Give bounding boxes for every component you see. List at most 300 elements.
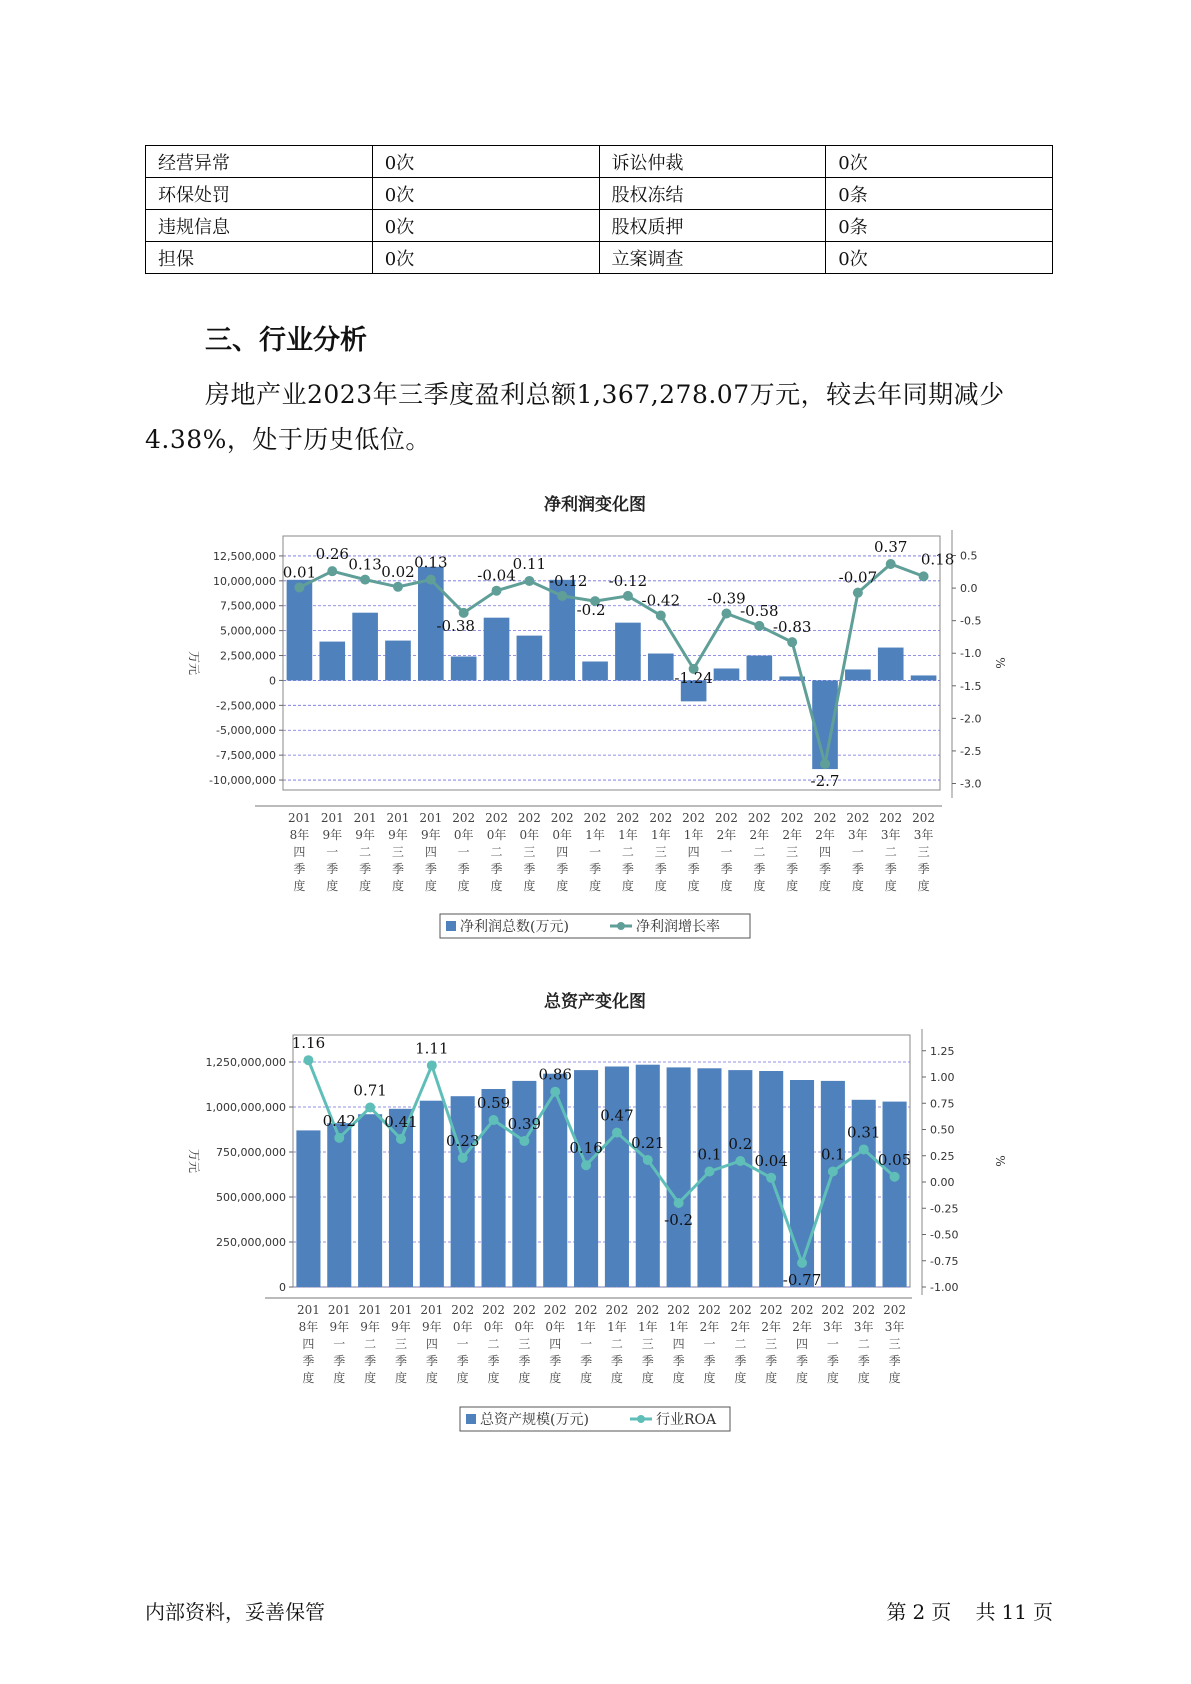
x-tick-label: 9年 [391,1320,411,1334]
x-tick-label: 3年 [913,828,934,842]
total-assets-chart [0,985,1191,1445]
x-tick-label: 202 [846,811,870,825]
bar [484,618,510,681]
y2-tick-label: -0.75 [930,1254,959,1268]
x-tick-label: 202 [517,811,541,825]
data-label: -0.12 [608,571,648,590]
risk-value: 0条 [826,210,1053,242]
x-tick-label: 季 [672,1354,685,1368]
series-point [393,582,403,592]
x-tick-label: 202 [583,811,607,825]
data-label: 0.37 [874,538,908,557]
data-label: -0.83 [772,618,812,637]
risk-label: 担保 [146,242,373,274]
chart-title: 总资产变化图 [544,992,646,1012]
x-tick-label: 2年 [815,828,835,842]
risk-label: 诉讼仲裁 [599,146,826,178]
x-tick-label: 202 [883,1303,907,1317]
x-tick-label: 度 [394,1371,407,1385]
x-tick-label: 1年 [618,828,638,842]
data-label: 0.2 [728,1135,753,1153]
x-tick-label: 度 [556,879,569,893]
y-tick-label: 2,500,000 [220,649,276,663]
y2-tick-label: -1.00 [930,1281,959,1294]
bar [728,1070,752,1287]
bar [358,1114,382,1287]
net-profit-chart-svg [0,488,1191,948]
x-tick-label: 202 [512,1303,536,1317]
legend-bar-swatch [466,1414,476,1424]
data-label: 0.11 [512,554,547,573]
x-tick-label: 一 [333,1337,346,1351]
risk-info-table [145,145,1053,274]
series-point [853,588,863,598]
bar [352,613,378,681]
data-label: 0.42 [322,1111,356,1130]
x-tick-label: 四 [687,845,700,859]
x-tick-label: 季 [589,862,602,876]
legend-line-marker [637,1415,645,1423]
legend-bar-swatch [446,921,456,931]
x-tick-label: 202 [649,811,673,825]
x-tick-label: 一 [456,1337,469,1351]
x-tick-label: 二 [359,845,372,859]
x-tick-label: 二 [884,845,897,859]
risk-label: 股权冻结 [599,178,826,210]
x-tick-label: 202 [852,1303,876,1317]
x-tick-label: 一 [826,1337,839,1351]
table-row [146,242,1053,274]
page-prefix: 第 [886,1600,907,1624]
series-point [458,1153,468,1163]
data-label: -0.38 [436,616,475,635]
series-point [365,1102,375,1112]
data-label: 0.16 [569,1139,603,1158]
legend-bar-label: 净利润总数(万元) [460,919,569,935]
series-point [656,610,666,620]
x-tick-label: 9年 [322,828,343,842]
x-tick-label: 度 [293,879,306,893]
x-tick-label: 季 [857,1354,870,1368]
bar [697,1068,721,1287]
x-tick-label: 四 [819,845,832,859]
y-tick-label: 10,000,000 [213,574,276,588]
x-tick-label: 度 [851,879,864,893]
data-label: 1.11 [415,1039,449,1058]
series-point [643,1155,653,1165]
x-tick-label: 一 [589,845,602,859]
x-tick-label: 度 [610,1371,623,1385]
x-tick-label: 202 [747,811,771,825]
x-tick-label: 0年 [552,828,573,842]
x-tick-label: 三 [523,845,536,859]
data-label: 0.1 [820,1145,845,1164]
x-tick-label: 季 [333,1354,346,1368]
x-tick-label: 度 [734,1371,747,1385]
x-tick-label: 度 [364,1371,377,1385]
x-tick-label: 四 [796,1337,809,1351]
y2-tick-label: 1.00 [930,1071,955,1084]
x-tick-label: 1年 [576,1320,596,1334]
table-row [146,210,1053,242]
x-tick-label: 度 [687,879,700,893]
x-tick-label: 201 [419,811,443,825]
data-label: 0.59 [476,1094,511,1113]
x-tick-label: 度 [456,1371,469,1385]
x-tick-label: 度 [589,879,602,893]
x-tick-label: 季 [293,862,306,876]
y2-tick-label: -0.25 [930,1202,959,1216]
bar [327,1123,351,1287]
x-tick-label: 一 [703,1337,716,1351]
x-tick-label: 201 [287,811,311,825]
risk-value: 0次 [372,242,599,274]
risk-value: 0次 [372,178,599,210]
x-tick-label: 季 [610,1354,623,1368]
y2-axis-title: % [993,1155,1007,1167]
x-tick-label: 度 [457,879,470,893]
x-tick-label: 0年 [514,1320,535,1334]
bar [574,1070,598,1287]
legend-line-label: 净利润增长率 [636,919,720,935]
x-tick-label: 9年 [329,1320,350,1334]
series-point [492,586,502,596]
series-point [550,1087,560,1097]
data-label: 0.41 [384,1112,418,1131]
x-tick-label: 度 [720,879,733,893]
x-tick-label: 度 [302,1371,315,1385]
legend-bar-label: 总资产规模(万元) [480,1412,589,1428]
data-label: 0.1 [697,1145,722,1164]
x-tick-label: 二 [734,1337,747,1351]
x-tick-label: 二 [610,1337,623,1351]
x-tick-label: 季 [490,862,503,876]
x-tick-label: 四 [549,1337,562,1351]
y2-tick-label: 1.25 [930,1044,955,1058]
x-tick-label: 8年 [298,1320,319,1334]
x-tick-label: 0年 [483,1320,504,1334]
x-tick-label: 季 [364,1354,377,1368]
y-tick-label: 12,500,000 [213,549,276,563]
series-point [886,559,896,569]
x-tick-label: 季 [391,862,404,876]
data-label: -0.2 [664,1211,694,1229]
x-tick-label: 度 [424,879,437,893]
x-tick-label: 2年 [749,828,770,842]
x-tick-label: 1年 [668,1320,689,1334]
y-tick-label: 1,000,000,000 [205,1101,286,1114]
x-tick-label: 201 [320,811,344,825]
legend-line-marker [617,922,625,930]
y2-tick-label: -0.50 [930,1228,959,1242]
x-tick-label: 度 [391,879,404,893]
x-tick-label: 度 [580,1371,593,1385]
x-tick-label: 季 [326,862,339,876]
x-tick-label: 度 [753,879,766,893]
total-pages: 11 [1001,1600,1027,1624]
x-tick-label: 三 [654,845,667,859]
x-tick-label: 9年 [355,828,375,842]
y-tick-label: -2,500,000 [216,699,276,713]
x-tick-label: 度 [518,1371,531,1385]
x-tick-label: 度 [796,1371,809,1385]
x-tick-label: 202 [451,1303,475,1317]
x-tick-label: 一 [851,845,864,859]
y-tick-label: -7,500,000 [216,749,276,763]
x-tick-label: 202 [698,1303,721,1317]
data-label: 0.04 [754,1151,788,1170]
bar [517,636,543,681]
series-point [721,609,731,619]
series-point [859,1144,869,1154]
x-tick-label: 二 [490,845,503,859]
series-point [519,1136,529,1146]
y-tick-label: 1,250,000,000 [205,1056,286,1069]
series-point [294,582,304,592]
x-tick-label: 季 [720,862,733,876]
x-tick-label: 202 [605,1303,629,1317]
x-tick-label: 四 [293,845,306,859]
x-tick-label: 202 [813,811,837,825]
x-tick-label: 202 [715,811,738,825]
plot-area [293,1035,910,1287]
bar [911,675,937,680]
x-tick-label: 三 [391,845,404,859]
data-label: 0.71 [353,1081,387,1100]
data-label: -0.58 [740,601,779,620]
bar [667,1067,691,1287]
total-assets-chart-svg [0,985,1191,1445]
bar [615,623,641,681]
x-tick-label: 一 [720,845,733,859]
x-tick-label: 季 [851,862,864,876]
page-number: 2 [912,1600,926,1624]
section-title: 三、行业分析 [205,325,367,356]
x-tick-label: 201 [327,1303,351,1317]
bar [883,1102,907,1287]
x-tick-label: 度 [490,879,503,893]
x-tick-label: 1年 [607,1320,627,1334]
x-tick-label: 度 [826,1371,839,1385]
data-label: 0.21 [631,1133,665,1152]
page-mid: 页 [931,1600,952,1624]
x-tick-label: 季 [786,862,799,876]
x-tick-label: 季 [765,1354,778,1368]
x-tick-label: 季 [487,1354,500,1368]
data-label: -0.04 [477,566,516,585]
x-tick-label: 2年 [699,1320,720,1334]
series-point [557,591,567,601]
series-point [754,621,764,631]
x-tick-label: 度 [359,879,372,893]
y2-tick-label: -0.5 [960,614,982,628]
x-tick-label: 9年 [388,828,408,842]
x-tick-label: 202 [667,1303,691,1317]
x-tick-label: 度 [884,879,897,893]
x-tick-label: 季 [888,1354,901,1368]
x-tick-label: 季 [580,1354,593,1368]
x-tick-label: 202 [482,1303,505,1317]
series-point [735,1156,745,1166]
series-point [360,575,370,585]
x-tick-label: 季 [641,1354,654,1368]
series-point [396,1134,406,1144]
bar [420,1101,444,1287]
footer-confidential: 内部资料，妥善保管 [145,1600,325,1624]
y-tick-label: 0 [279,1281,286,1294]
y-tick-label: 0 [269,674,276,688]
data-label: 0.01 [282,563,317,582]
series-point [612,1128,622,1138]
x-tick-label: 202 [452,811,476,825]
x-tick-label: 二 [857,1337,870,1351]
bar [747,656,773,681]
x-tick-label: 三 [917,845,930,859]
x-tick-label: 二 [753,845,766,859]
x-tick-label: 二 [621,845,634,859]
x-tick-label: 1年 [683,828,704,842]
x-tick-label: 202 [485,811,508,825]
x-tick-label: 四 [556,845,569,859]
total-prefix: 共 [975,1600,996,1624]
y2-tick-label: -2.5 [960,744,982,758]
bar [878,648,904,681]
x-tick-label: 度 [523,879,536,893]
y2-tick-label: -3.0 [960,777,982,791]
x-tick-label: 2年 [761,1320,781,1334]
x-tick-label: 202 [780,811,804,825]
x-tick-label: 202 [636,1303,660,1317]
x-tick-label: 0年 [519,828,540,842]
risk-label: 环保处罚 [146,178,373,210]
x-tick-label: 9年 [360,1320,380,1334]
y2-tick-label: 0.50 [930,1123,955,1137]
x-tick-label: 季 [654,862,667,876]
table-row [146,178,1053,210]
x-tick-label: 季 [424,862,437,876]
x-tick-label: 季 [425,1354,438,1368]
data-label: -0.42 [641,591,681,610]
x-tick-label: 9年 [422,1320,442,1334]
bar [636,1065,660,1287]
data-label: 0.39 [507,1115,542,1134]
y2-axis-title: % [993,657,1007,669]
x-tick-label: 202 [879,811,903,825]
x-tick-label: 季 [703,1354,716,1368]
x-tick-label: 2年 [716,828,737,842]
bar [385,641,411,681]
y-tick-label: -10,000,000 [209,774,276,788]
x-tick-label: 1年 [650,828,671,842]
y-tick-label: 7,500,000 [220,599,276,613]
data-label: 0.13 [348,555,382,574]
series-point [674,1198,684,1208]
x-tick-label: 8年 [289,828,310,842]
series-point [766,1173,776,1183]
bar [512,1081,536,1287]
x-tick-label: 季 [826,1354,839,1368]
series-point [787,637,797,647]
x-tick-label: 201 [353,811,377,825]
y2-tick-label: -1.0 [960,647,982,661]
x-tick-label: 度 [703,1371,716,1385]
x-tick-label: 202 [682,811,706,825]
data-label: -0.2 [576,601,606,620]
x-tick-label: 202 [759,1303,783,1317]
x-tick-label: 季 [394,1354,407,1368]
x-tick-label: 201 [386,811,410,825]
x-tick-label: 度 [888,1371,901,1385]
y2-tick-label: 0.00 [930,1176,955,1189]
x-tick-label: 季 [549,1354,562,1368]
series-point [623,591,633,601]
x-tick-label: 季 [302,1354,315,1368]
x-tick-label: 季 [796,1354,809,1368]
y-axis-title: 万元 [187,650,201,676]
x-tick-label: 一 [326,845,339,859]
x-tick-label: 202 [616,811,640,825]
series-point [427,1060,437,1070]
series-point [334,1133,344,1143]
bar [319,642,345,681]
data-label: 0.31 [847,1123,881,1142]
series-point [704,1167,714,1177]
x-tick-label: 度 [786,879,799,893]
data-label: -0.12 [548,571,588,590]
chart-title: 净利润变化图 [544,495,646,515]
x-tick-label: 201 [389,1303,413,1317]
bar [790,1080,814,1287]
x-tick-label: 度 [621,879,634,893]
x-tick-label: 一 [580,1337,593,1351]
data-label: 0.26 [315,545,349,564]
x-tick-label: 四 [425,1337,438,1351]
risk-value: 0次 [826,146,1053,178]
x-tick-label: 201 [296,1303,320,1317]
x-tick-label: 度 [487,1371,500,1385]
data-label: 0.02 [381,562,415,581]
bar [821,1081,845,1287]
x-tick-label: 0年 [486,828,507,842]
x-tick-label: 度 [641,1371,654,1385]
risk-label: 违规信息 [146,210,373,242]
x-tick-label: 季 [518,1354,531,1368]
series-point [797,1258,807,1268]
x-tick-label: 四 [302,1337,315,1351]
x-tick-label: 度 [333,1371,346,1385]
x-tick-label: 201 [358,1303,382,1317]
series-point [524,576,534,586]
risk-value: 0次 [372,210,599,242]
series-point [303,1055,313,1065]
bar [845,669,871,680]
series-point [489,1115,499,1125]
y2-tick-label: -1.5 [960,679,982,693]
x-tick-label: 202 [821,1303,845,1317]
x-tick-label: 三 [518,1337,531,1351]
x-tick-label: 度 [326,879,339,893]
data-label: -1.24 [674,668,713,687]
bar [287,580,313,681]
x-tick-label: 2年 [730,1320,751,1334]
x-tick-label: 0年 [545,1320,566,1334]
risk-value: 0条 [826,178,1053,210]
data-label: 0.23 [445,1131,480,1150]
risk-label: 经营异常 [146,146,373,178]
x-tick-label: 度 [654,879,667,893]
x-tick-label: 三 [765,1337,778,1351]
y2-tick-label: -2.0 [960,712,982,726]
